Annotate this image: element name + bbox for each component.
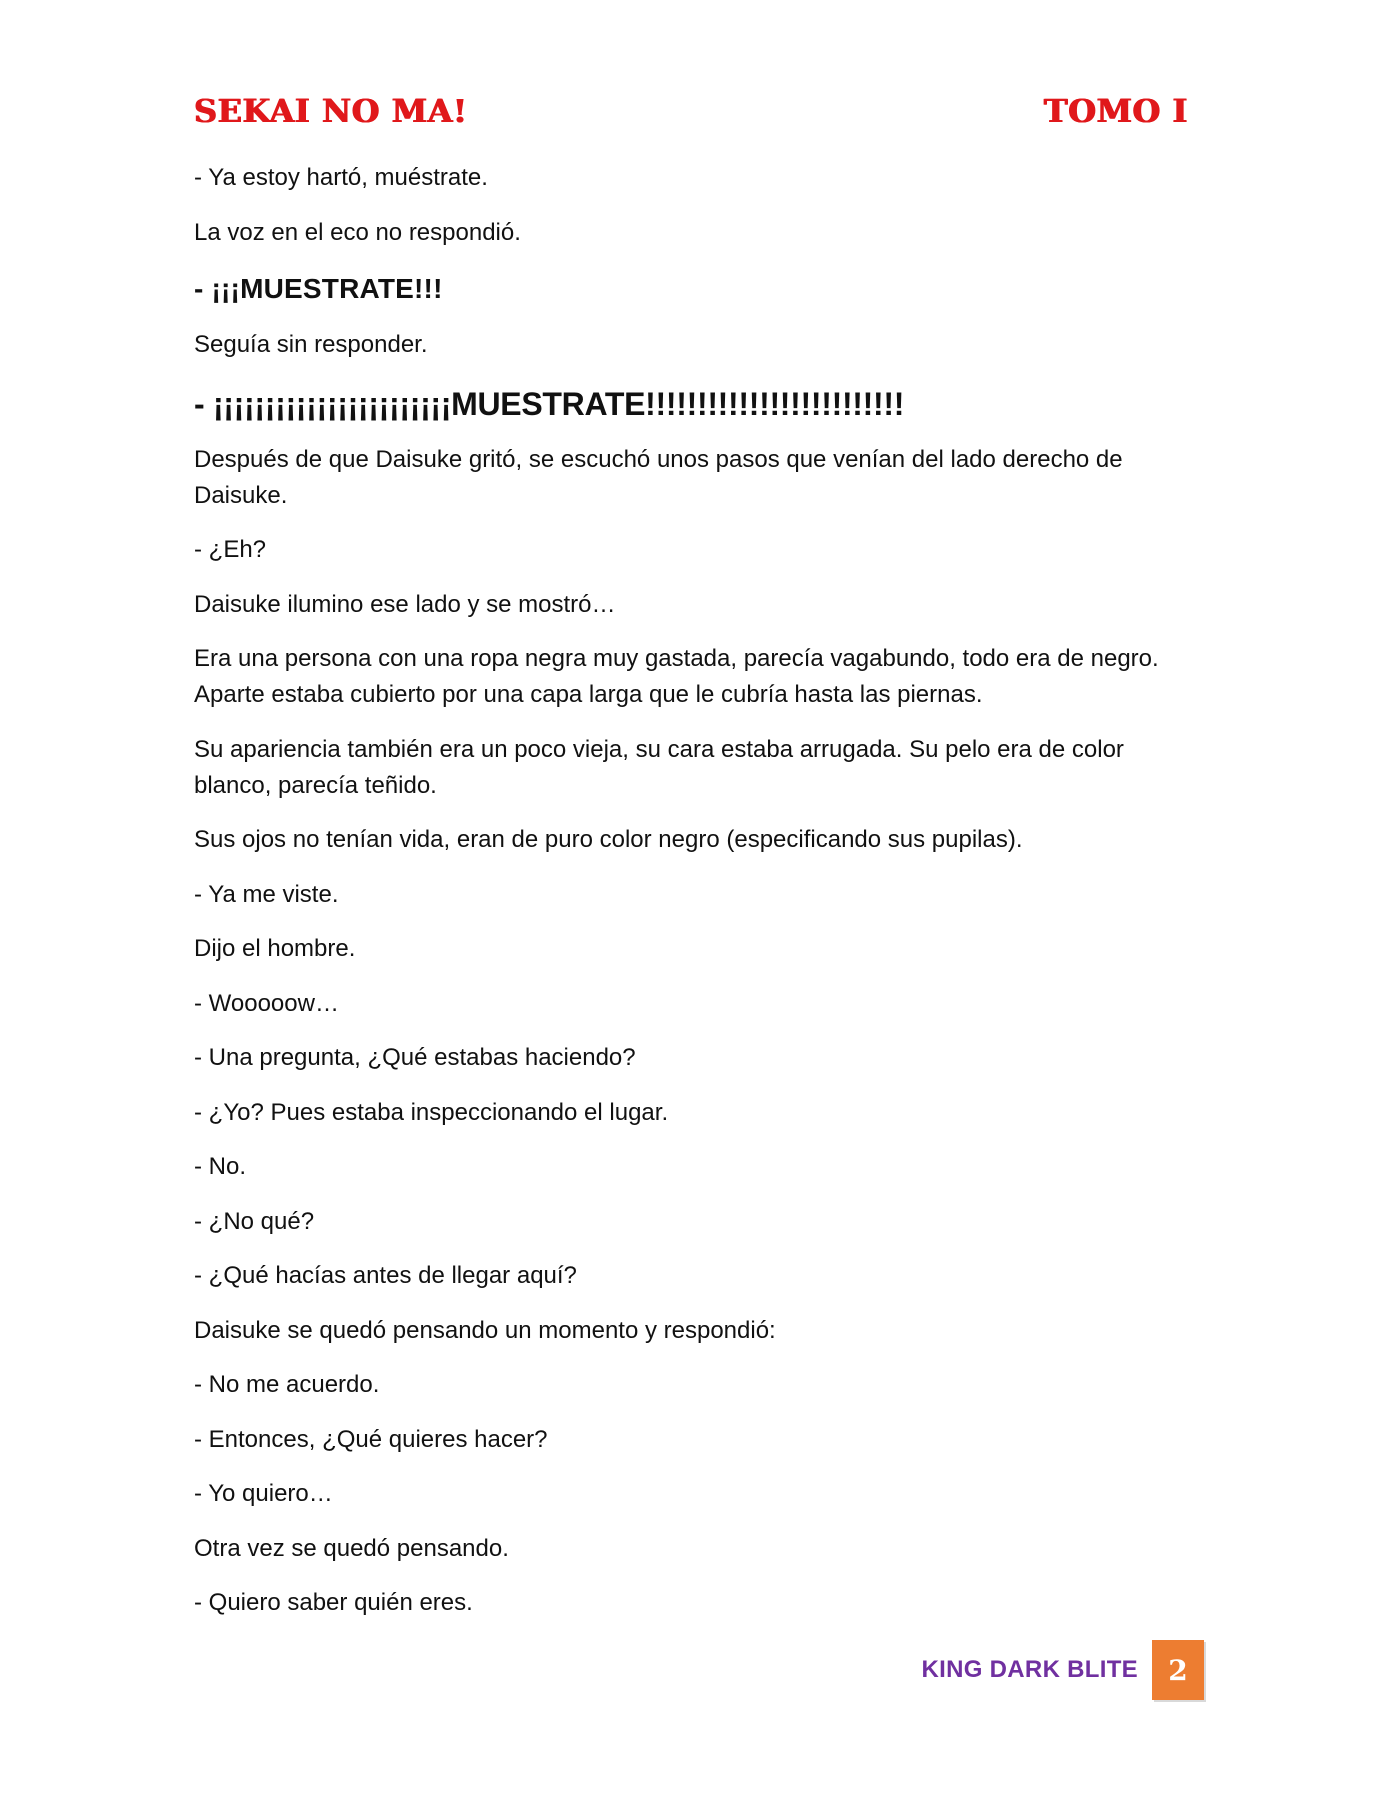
page-header — [194, 86, 1188, 136]
paragraph: - Una pregunta, ¿Qué estabas haciendo? — [194, 1044, 636, 1071]
paragraph: - Wooooow… — [194, 989, 339, 1017]
paragraph: - ¿Qué hacías antes de llegar aquí? — [194, 1262, 577, 1289]
paragraph: - Entonces, ¿Qué quieres hacer? — [194, 1425, 548, 1453]
page-footer — [922, 1640, 1205, 1700]
paragraph: - ¿Eh? — [194, 536, 267, 563]
paragraph: - ¡¡¡MUESTRATE!!! — [194, 273, 443, 304]
author-name: KING DARK BLITE — [921, 1656, 1138, 1683]
page-number: 2 — [1168, 1653, 1188, 1687]
paragraph: Otra vez se quedó pensando. — [194, 1534, 509, 1562]
paragraph: - ¡¡¡¡¡¡¡¡¡¡¡¡¡¡¡¡¡¡¡¡¡¡¡MUESTRATE!!!!!!!!!!!!!!!!!!!!!!!!! — [194, 385, 905, 422]
body-text — [194, 160, 1194, 1640]
paragraph: Daisuke se quedó pensando un momento y respondió: — [194, 1316, 776, 1344]
paragraph: - Ya estoy hartó, muéstrate. — [194, 164, 488, 191]
paragraph: - Yo quiero… — [194, 1480, 333, 1507]
book-title: SEKAI NO MA! — [194, 92, 468, 130]
paragraph: Su apariencia también era un poco vieja, su cara estaba arrugada. Su pelo era de color blanco, parecía teñido. — [194, 735, 1124, 799]
paragraph: Daisuke ilumino ese lado y se mostró… — [194, 590, 616, 618]
paragraph: Seguía sin responder. — [194, 331, 428, 358]
paragraph: Dijo el hombre. — [194, 935, 356, 962]
paragraph: - No me acuerdo. — [194, 1371, 380, 1398]
paragraph: Después de que Daisuke gritó, se escuchó unos pasos que venían del lado derecho de Daisuke. — [194, 445, 1123, 509]
paragraph: - Ya me viste. — [194, 880, 339, 908]
paragraph: - ¿No qué? — [194, 1207, 315, 1235]
page-number-box — [1152, 1640, 1204, 1700]
paragraph: La voz en el eco no respondió. — [194, 218, 521, 246]
paragraph: - ¿Yo? Pues estaba inspeccionando el lugar. — [194, 1098, 669, 1126]
paragraph: Sus ojos no tenían vida, eran de puro color negro (especificando sus pupilas). — [194, 826, 1023, 853]
paragraph: - Quiero saber quién eres. — [194, 1589, 473, 1616]
volume-title: TOMO I — [1043, 92, 1188, 130]
paragraph: Era una persona con una ropa negra muy gastada, parecía vagabundo, todo era de negro. Aparte estaba cubierto por una capa larga que le cubría hasta las piernas. — [194, 645, 1159, 708]
paragraph: - No. — [194, 1153, 247, 1180]
